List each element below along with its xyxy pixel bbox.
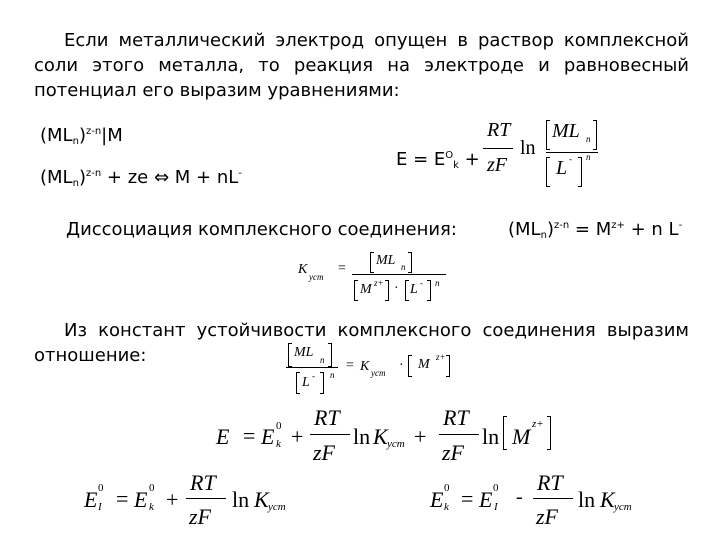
dissociation-label: Диссоциация комплексного соединения: bbox=[66, 219, 457, 240]
half-cell-notation: $(ML_n)^{z-n}|M$ bbox=[40, 125, 123, 147]
electrode-reaction: $(ML_n)^{z-n}$ + ze ⇔ M + nL- bbox=[40, 167, 242, 189]
stability-paragraph: Из констант устойчивости комплексного соединения выразим отношение: bbox=[34, 320, 689, 366]
intro-paragraph: Если металлический электрод опущен в раствор комплексной соли этого металла, то реакция на электроде и равновесный потенциал его выразим уравнениями: bbox=[34, 30, 689, 101]
nernst-lhs: $E = E^O_k$ + bbox=[396, 149, 480, 171]
dissociation-equation: $(ML_n)^{z-n} = M^{z+} + n$ L- bbox=[508, 219, 683, 241]
